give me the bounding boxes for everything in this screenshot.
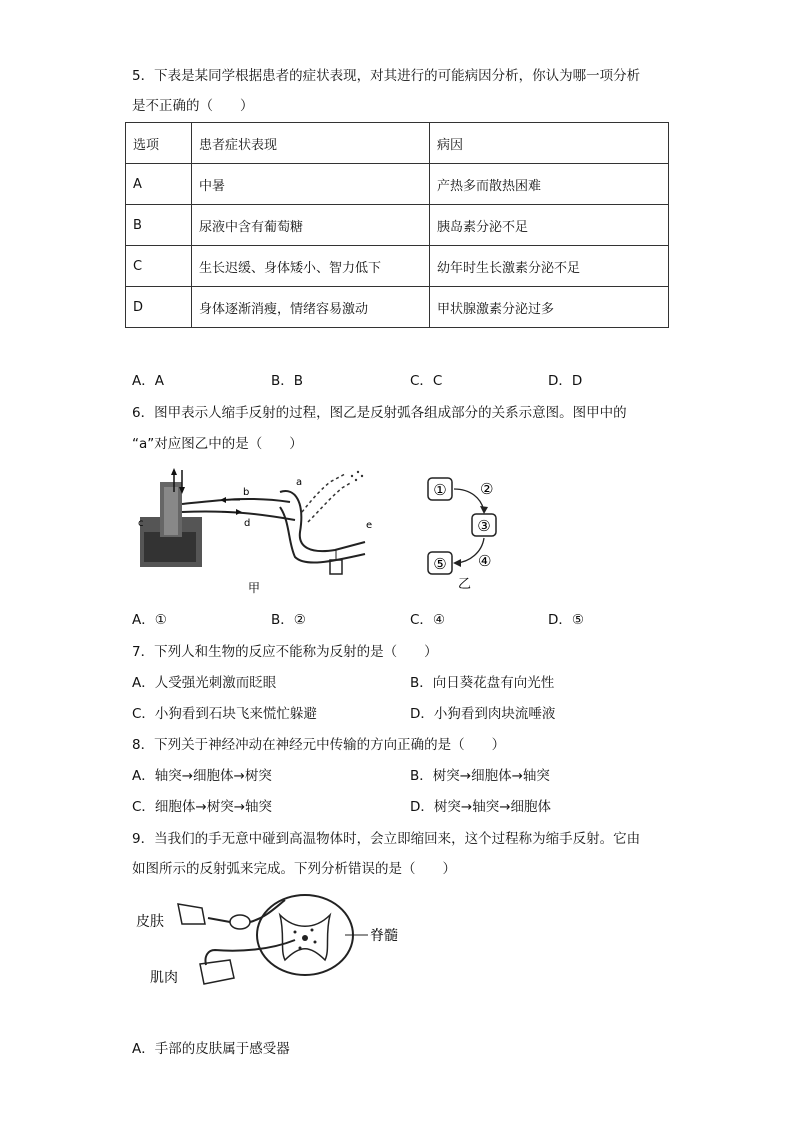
q8-option-b[interactable]: B．树突→细胞体→轴突 — [410, 768, 550, 784]
reflex-diagram-yi — [420, 470, 530, 595]
q5-option-b[interactable]: B．B — [271, 373, 304, 389]
skin-shape — [178, 904, 205, 924]
table-cell: B — [126, 205, 192, 246]
q8-stem: 8．下列关于神经冲动在神经元中传输的方向正确的是（ ） — [132, 737, 506, 753]
label-skin: 皮肤 — [136, 914, 164, 930]
q7-option-c[interactable]: C．小狗看到石块飞来慌忙躲避 — [132, 706, 317, 722]
q8-option-c[interactable]: C．细胞体→树突→轴突 — [132, 799, 273, 815]
table-row — [126, 205, 669, 246]
table-row — [126, 164, 669, 205]
ganglion-shape — [230, 915, 250, 929]
q7-option-d[interactable]: D．小狗看到肉块流唾液 — [410, 706, 556, 722]
label-spinal-cord: 脊髓 — [370, 928, 398, 944]
q8-option-a[interactable]: A．轴突→细胞体→树突 — [132, 768, 272, 784]
q5-option-a[interactable]: A．A — [132, 373, 164, 389]
q9-stem-line1: 9．当我们的手无意中碰到高温物体时，会立即缩回来，这个过程称为缩手反射。它由 — [132, 831, 641, 847]
label-d: d — [244, 518, 251, 529]
q8-option-d[interactable]: D．树突→轴突→细胞体 — [410, 799, 552, 815]
arm-outline — [280, 491, 365, 551]
label-a: a — [296, 477, 303, 488]
table-cell: 身体逐渐消瘦，情绪容易激动 — [192, 287, 430, 328]
q7-option-a[interactable]: A．人受强光刺激而眨眼 — [132, 675, 277, 691]
table-cell: 甲状腺激素分泌过多 — [430, 287, 669, 328]
q6-option-b[interactable]: B．② — [271, 612, 306, 628]
table-cell: D — [126, 287, 192, 328]
q6-stem-line1: 6．图甲表示人缩手反射的过程，图乙是反射弧各组成部分的关系示意图。图甲中的 — [132, 405, 627, 421]
label-c: c — [138, 518, 144, 529]
table-header-cell: 患者症状表现 — [192, 123, 430, 164]
table-cell: 生长迟缓、身体矮小、智力低下 — [192, 246, 430, 287]
q7-option-b[interactable]: B．向日葵花盘有向光性 — [410, 675, 555, 691]
q5-option-d[interactable]: D．D — [548, 373, 583, 389]
q5-stem-line2: 是不正确的（ ） — [132, 98, 254, 114]
arrow-label-2: ② — [480, 480, 494, 498]
q9-stem-line2: 如图所示的反射弧来完成。下列分析错误的是（ ） — [132, 861, 456, 877]
table-cell: C — [126, 246, 192, 287]
table-header-cell: 选项 — [126, 123, 192, 164]
q6-option-c[interactable]: C．④ — [410, 612, 446, 628]
q9-option-a[interactable]: A．手部的皮肤属于感受器 — [132, 1041, 290, 1057]
q6-option-a[interactable]: A．① — [132, 612, 167, 628]
label-b: b — [243, 487, 250, 498]
table-cell: A — [126, 164, 192, 205]
table-cell: 中暑 — [192, 164, 430, 205]
node-5: ⑤ — [433, 555, 447, 573]
label-muscle: 肌肉 — [150, 970, 178, 986]
muscle-shape — [200, 960, 234, 984]
figure-caption-yi: 乙 — [458, 577, 472, 592]
table-header-cell: 病因 — [430, 123, 669, 164]
reflex-arc-figure — [130, 890, 410, 1000]
node-3: ③ — [477, 517, 491, 535]
q6-stem-line2: “a”对应图乙中的是（ ） — [132, 436, 303, 452]
table-row — [126, 287, 669, 328]
figure-caption-jia: 甲 — [248, 581, 261, 595]
q6-option-d[interactable]: D．⑤ — [548, 612, 584, 628]
node-1: ① — [433, 481, 447, 499]
q5-table — [125, 122, 669, 328]
q7-stem: 7．下列人和生物的反应不能称为反射的是（ ） — [132, 644, 438, 660]
table-cell: 幼年时生长激素分泌不足 — [430, 246, 669, 287]
q5-stem-line1: 5．下表是某同学根据患者的症状表现，对其进行的可能病因分析，你认为哪一项分析 — [132, 68, 641, 84]
table-cell: 胰岛素分泌不足 — [430, 205, 669, 246]
table-cell: 尿液中含有葡萄糖 — [192, 205, 430, 246]
arrow-label-4: ④ — [478, 552, 492, 570]
reflex-figure-jia — [130, 462, 390, 597]
table-cell: 产热多而散热困难 — [430, 164, 669, 205]
table-row — [126, 246, 669, 287]
label-e: e — [366, 520, 373, 531]
table-header-row — [126, 123, 669, 164]
q5-option-c[interactable]: C．C — [410, 373, 443, 389]
cup-icon — [330, 560, 342, 574]
